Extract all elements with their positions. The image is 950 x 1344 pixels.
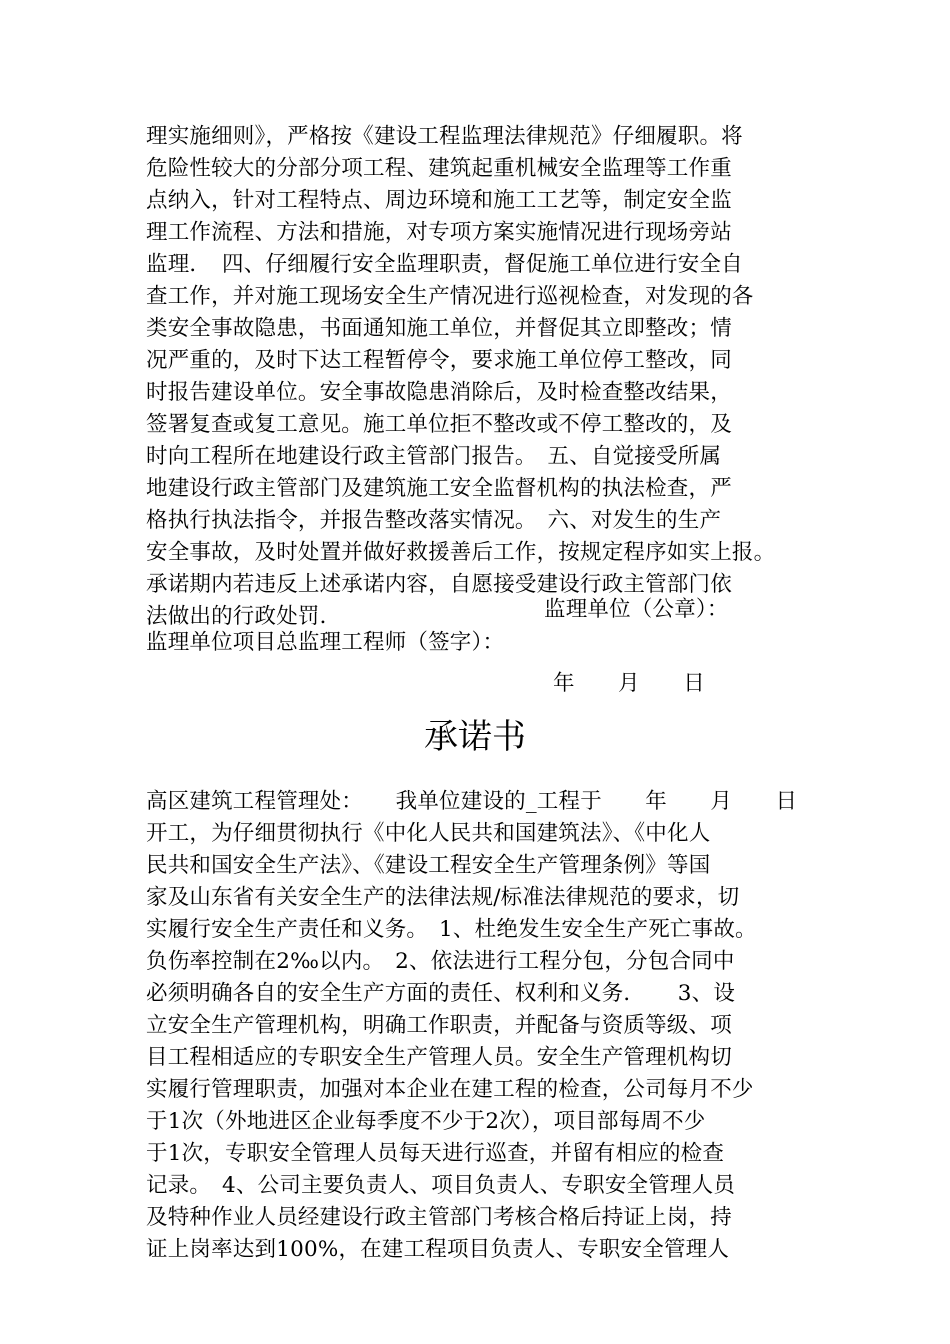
text-line: 实履行安全生产责任和义务。 1、杜绝发生安全生产死亡事故。 (146, 917, 757, 942)
text-line: 记录。 4、公司主要负责人、项目负责人、专职安全管理人员 (146, 1173, 736, 1198)
text-line: 况严重的，及时下达工程暂停令，要求施工单位停工整改，同 (146, 348, 732, 373)
text-line: 理工作流程、方法和措施，对专项方案实施情况进行现场旁站 (146, 220, 732, 245)
text-line: 法做出的行政处罚． (146, 604, 342, 629)
text-line: 立安全生产管理机构，明确工作职责，并配备与资质等级、项 (146, 1013, 732, 1038)
text-line: 民共和国安全生产法》、《建设工程安全生产管理条例》等国 (146, 853, 711, 878)
chief-engineer-signature-label: 监理单位项目总监理工程师（签字）： (146, 630, 505, 655)
text-line: 高区建筑工程管理处： 我单位建设的_工程于 年 月 日 (146, 789, 798, 814)
text-line: 于1次（外地进区企业每季度不少于2次），项目部每周不少 (146, 1109, 706, 1134)
text-line: 承诺期内若违反上述承诺内容，自愿接受建设行政主管部门依 (146, 572, 732, 597)
text-line: 地建设行政主管部门及建筑施工安全监督机构的执法检查，严 (146, 476, 732, 501)
text-line: 安全事故，及时处置并做好救援善后工作，按规定程序如实上报。 (146, 540, 776, 565)
text-line: 格执行执法指令，并报告整改落实情况。 六、对发生的生产 (146, 508, 722, 533)
date-line: 年 月 日 (553, 671, 705, 696)
text-line: 监理． 四、仔细履行安全监理职责，督促施工单位进行安全自 (146, 252, 743, 277)
text-line: 类安全事故隐患，书面通知施工单位，并督促其立即整改；情 (146, 316, 732, 341)
text-line: 理实施细则》，严格按《建设工程监理法律规范》仔细履职。将 (146, 124, 743, 149)
text-line: 必须明确各自的安全生产方面的责任、权利和义务． 3、设 (146, 981, 736, 1006)
text-line: 点纳入，针对工程特点、周边环境和施工工艺等，制定安全监 (146, 188, 732, 213)
text-line: 时报告建设单位。安全事故隐患消除后，及时检查整改结果， (146, 380, 732, 405)
unit-seal-label: 监理单位（公章）： (544, 597, 729, 622)
text-line: 实履行管理职责，加强对本企业在建工程的检查，公司每月不少 (146, 1077, 754, 1102)
text-line: 开工，为仔细贯彻执行《中化人民共和国建筑法》、《中化人 (146, 821, 711, 846)
text-line: 证上岗率达到100%，在建工程项目负责人、专职安全管理人 (146, 1237, 730, 1262)
text-line: 时向工程所在地建设行政主管部门报告。 五、自觉接受所属 (146, 444, 722, 469)
text-line: 目工程相适应的专职安全生产管理人员。安全生产管理机构切 (146, 1045, 732, 1070)
text-line: 家及山东省有关安全生产的法律法规/标准法律规范的要求，切 (146, 885, 740, 910)
text-line: 签署复查或复工意见。施工单位拒不整改或不停工整改的，及 (146, 412, 732, 437)
text-line: 危险性较大的分部分项工程、建筑起重机械安全监理等工作重 (146, 156, 732, 181)
text-line: 查工作，并对施工现场安全生产情况进行巡视检查，对发现的各 (146, 284, 754, 309)
text-line: 及特种作业人员经建设行政主管部门考核合格后持证上岗，持 (146, 1205, 732, 1230)
document-title: 承诺书 (424, 717, 526, 757)
text-line: 于1次，专职安全管理人员每天进行巡查，并留有相应的检查 (146, 1141, 725, 1166)
text-line: 负伤率控制在2‰以内。 2、依法进行工程分包，分包合同中 (146, 949, 735, 974)
